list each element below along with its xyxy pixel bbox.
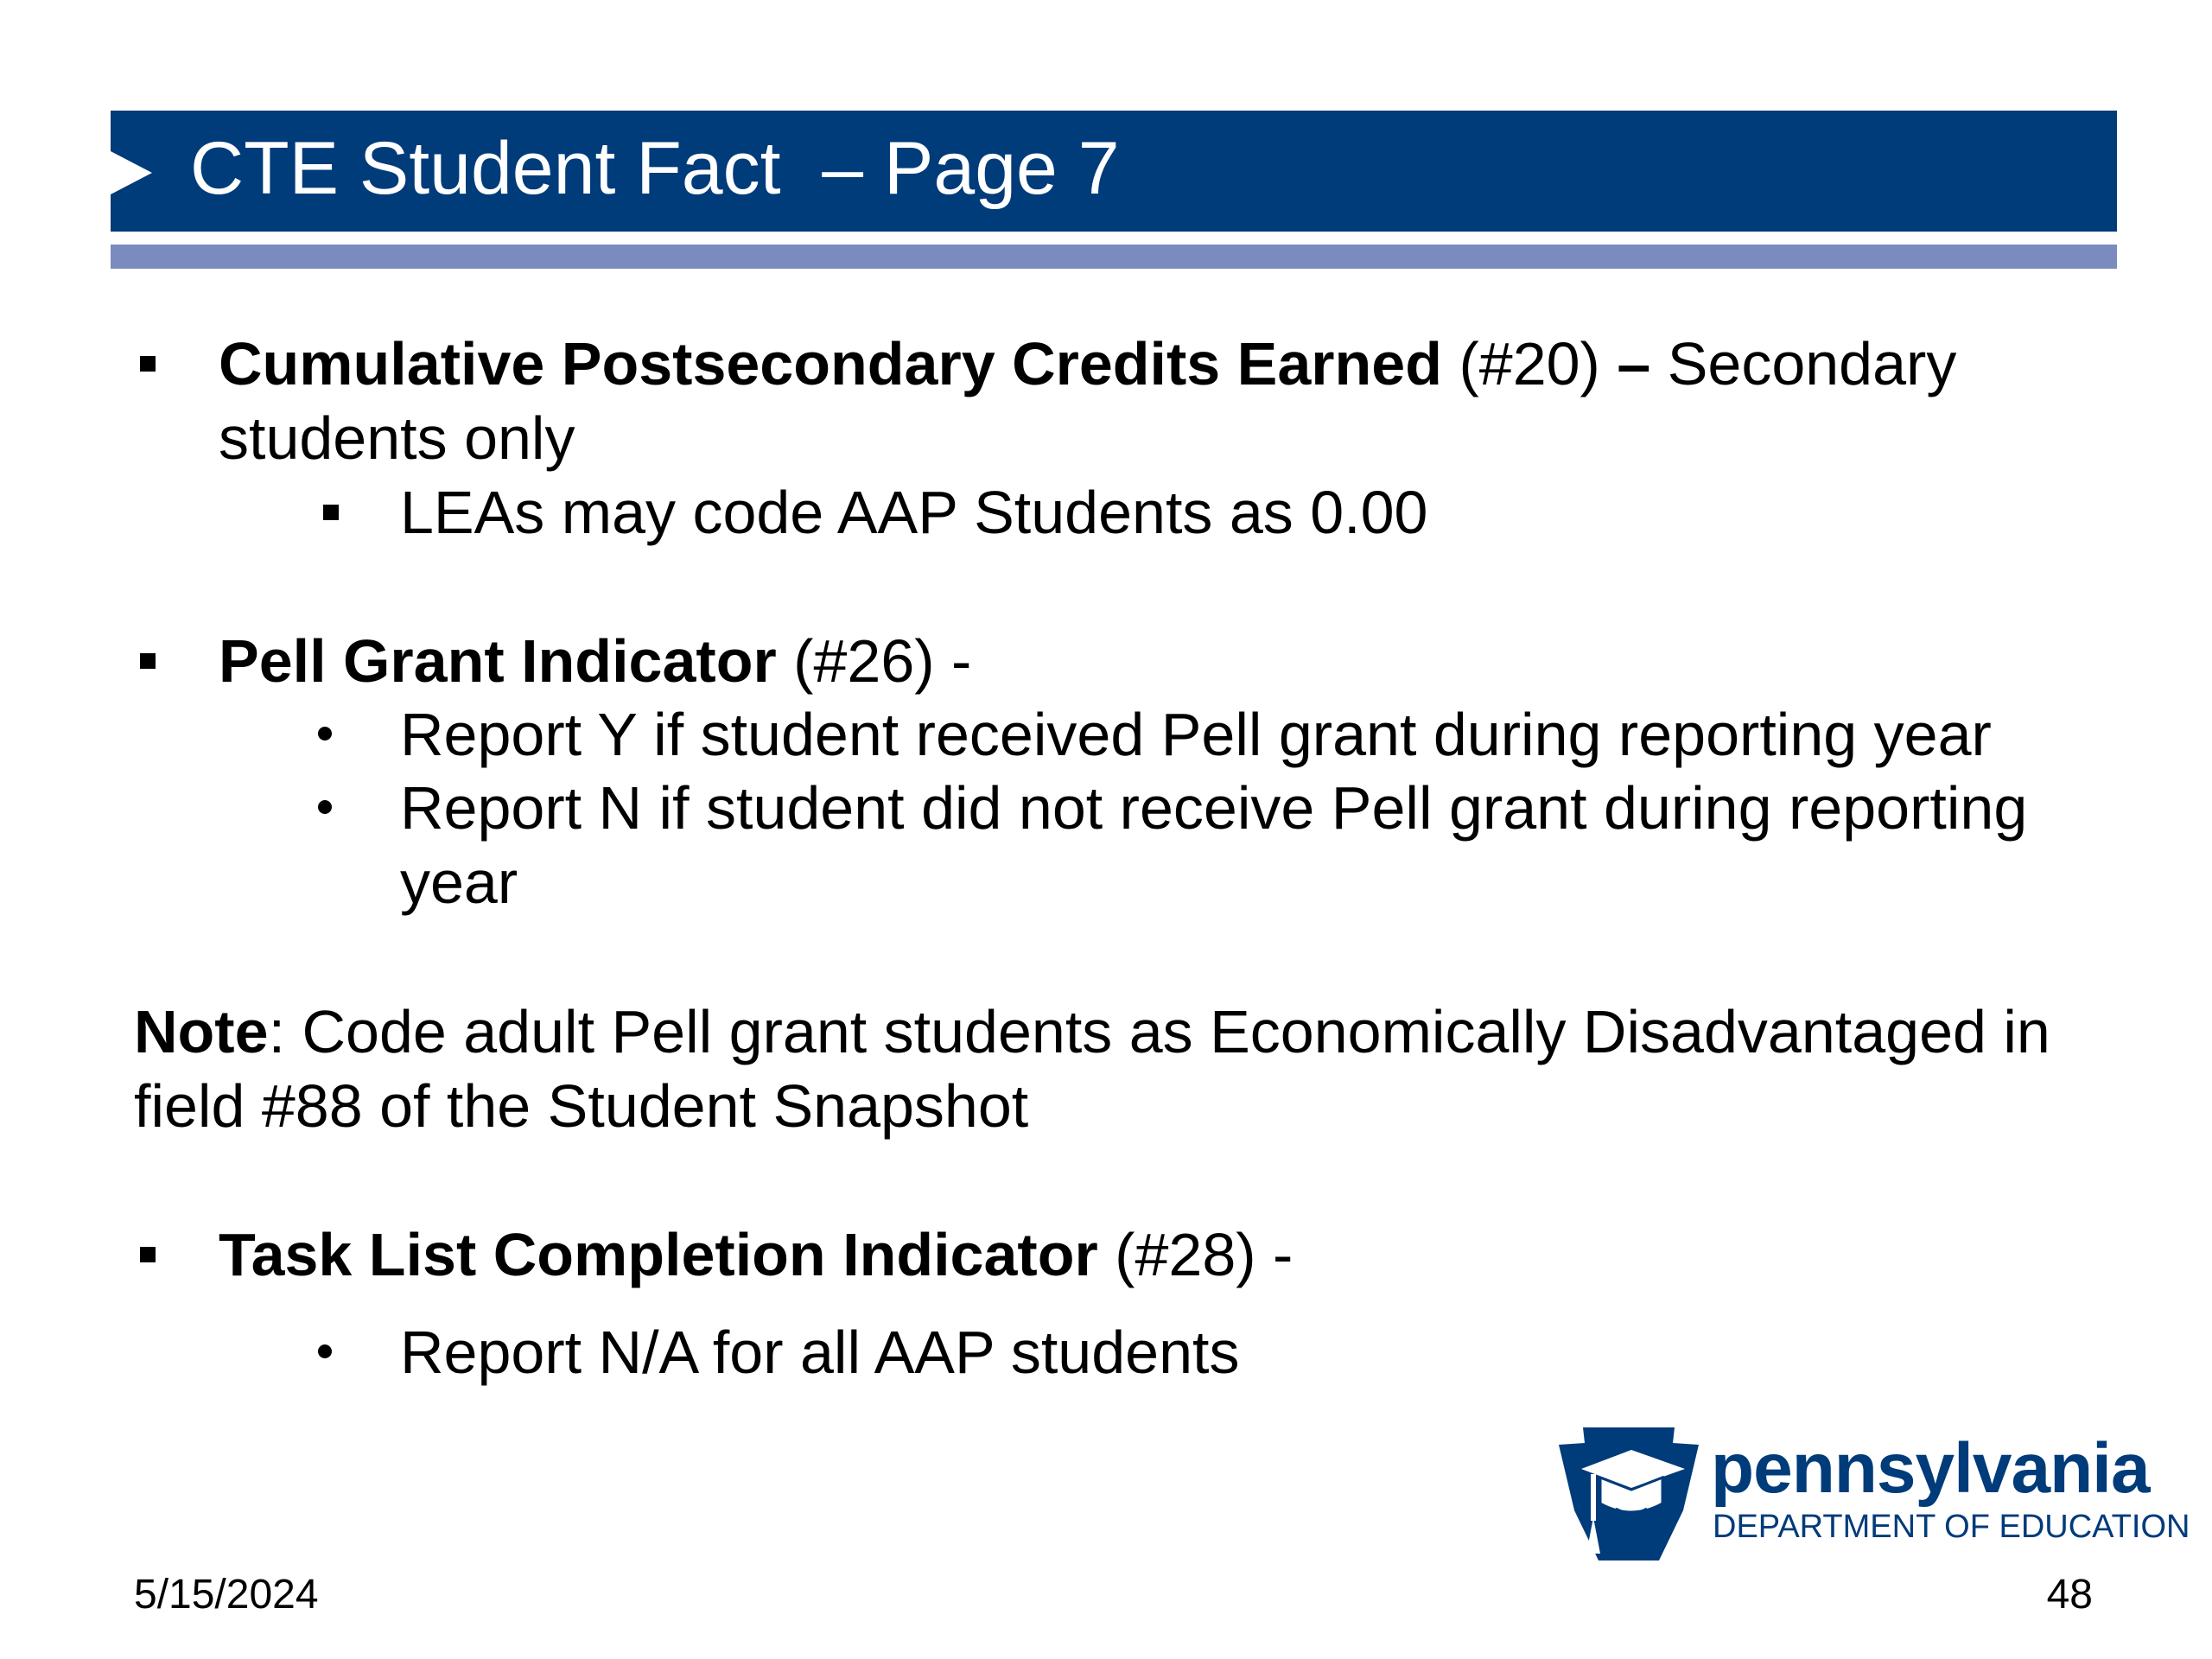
- pell-sub-1: Report Y if student received Pell grant during reporting year: [400, 701, 1992, 768]
- credits-line: [219, 327, 1956, 401]
- round-bullet-icon: [318, 1344, 332, 1358]
- square-bullet-icon: [140, 1247, 156, 1262]
- task-field-name: Task List Completion Indicator: [219, 1221, 1098, 1288]
- credits-line-2: students only: [219, 404, 575, 472]
- note-text: : Code adult Pell grant students as Economically Disadvantaged in: [268, 998, 2050, 1065]
- task-field-number: (#28) -: [1097, 1221, 1294, 1288]
- pell-field-number: (#26) -: [776, 627, 972, 695]
- pell-line: [219, 624, 971, 698]
- note-line-2: field #88 of the Student Snapshot: [134, 1072, 1029, 1140]
- credits-dash: –: [1617, 330, 1651, 397]
- credits-sub-1: LEAs may code AAP Students as 0.00: [400, 479, 1428, 546]
- credits-field-number: (#20): [1442, 330, 1618, 397]
- slide-title: CTE Student Fact – Page 7: [190, 127, 1120, 210]
- footer-date: 5/15/2024: [134, 1572, 319, 1618]
- task-line: [219, 1217, 1293, 1292]
- round-bullet-icon: [318, 800, 332, 814]
- square-bullet-icon: [323, 505, 339, 520]
- round-bullet-icon: [318, 727, 332, 741]
- note-label: Note: [134, 998, 269, 1065]
- note-line: [134, 995, 2050, 1069]
- footer-page-number: 48: [2046, 1572, 2093, 1618]
- square-bullet-icon: [140, 653, 156, 669]
- pell-field-name: Pell Grant Indicator: [219, 627, 777, 695]
- logo-department: DEPARTMENT OF EDUCATION: [1713, 1509, 2190, 1545]
- pell-sub-2-cont: year: [400, 849, 518, 916]
- task-sub-1: Report N/A for all AAP students: [400, 1319, 1240, 1386]
- pell-sub-2: Report N if student did not receive Pell grant during reporting: [400, 774, 2028, 842]
- keystone-graduation-cap-icon: [1555, 1424, 1702, 1567]
- square-bullet-icon: [140, 356, 156, 372]
- credits-field-name: Cumulative Postsecondary Credits Earned: [219, 330, 1442, 397]
- credits-tail: Secondary: [1650, 330, 1957, 397]
- logo-wordmark: pennsylvania: [1711, 1429, 2150, 1508]
